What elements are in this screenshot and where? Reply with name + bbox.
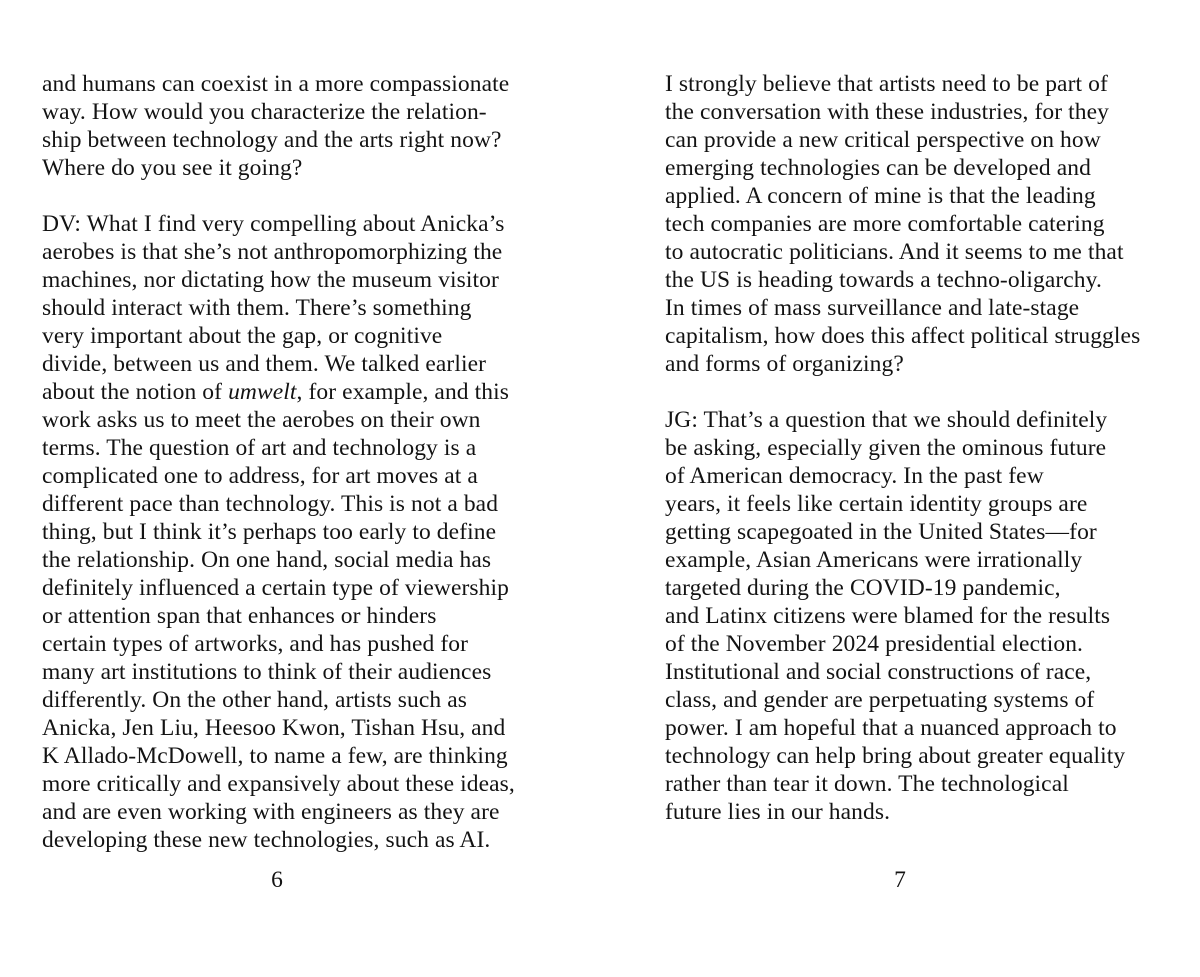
text-line: or attention span that enhances or hinders — [42, 603, 437, 629]
text-line: to autocratic politicians. And it seems to me that — [665, 239, 1124, 265]
text-line — [42, 378, 512, 406]
text-line: and forms of organizing? — [665, 351, 904, 377]
text-line: Anicka, Jen Liu, Heesoo Kwon, Tishan Hsu, and — [42, 715, 506, 741]
text-line: many art institutions to think of their audiences — [42, 659, 492, 685]
text-line: Where do you see it going? — [42, 155, 303, 181]
paragraph — [665, 406, 1135, 826]
text-line: and Latinx citizens were blamed for the results — [665, 603, 1111, 629]
text-line: rather than tear it down. The technological — [665, 771, 1069, 797]
text-line: way. How would you characterize the relation- — [42, 99, 487, 125]
text-line: work asks us to meet the aerobes on their own — [42, 407, 481, 433]
text-line: targeted during the COVID-19 pandemic, — [665, 575, 1061, 601]
text-line: the relationship. On one hand, social media has — [42, 547, 492, 573]
text-line: be asking, especially given the ominous future — [665, 435, 1107, 461]
text-line: capitalism, how does this affect political struggles — [665, 323, 1141, 349]
text-line: the conversation with these industries, for they — [665, 99, 1110, 125]
paragraph — [665, 70, 1141, 378]
text-line: developing these new technologies, such as AI. — [42, 827, 491, 853]
page-right — [600, 0, 1200, 977]
text-line: differently. On the other hand, artists such as — [42, 687, 467, 713]
text-line: of American democracy. In the past few — [665, 463, 1044, 489]
text-line: Institutional and social constructions of race, — [665, 659, 1092, 685]
text-line: different pace than technology. This is not a bad — [42, 491, 499, 517]
text-line: should interact with them. There’s something — [42, 295, 472, 321]
paragraph — [42, 210, 515, 854]
text-line: the US is heading towards a techno-oligarchy. — [665, 267, 1102, 293]
text-line: DV: What I find very compelling about Anicka’s — [42, 211, 505, 237]
page-left-text-column — [42, 70, 515, 854]
text-line: example, Asian Americans were irrationally — [665, 547, 1083, 573]
paragraph — [42, 70, 512, 182]
page-left-number: 6 — [271, 867, 283, 893]
text-line: I strongly believe that artists need to be part of — [665, 71, 1108, 97]
text-line: JG: That’s a question that we should definitely — [665, 407, 1108, 433]
italic-text: umwelt — [228, 379, 297, 405]
text-line: certain types of artworks, and has pushed for — [42, 631, 469, 657]
text-line: In times of mass surveillance and late-stage — [665, 295, 1080, 321]
text-line: power. I am hopeful that a nuanced approach to — [665, 715, 1117, 741]
text-line: K Allado-McDowell, to name a few, are thinking — [42, 743, 508, 769]
text-line: and humans can coexist in a more compassionate — [42, 71, 510, 97]
text-line: class, and gender are perpetuating systems of — [665, 687, 1095, 713]
page-right-text-column — [665, 70, 1141, 826]
plain-text: about the notion of — [42, 379, 229, 405]
text-line: technology can help bring about greater equality — [665, 743, 1126, 769]
text-line: definitely influenced a certain type of viewership — [42, 575, 509, 601]
text-line: complicated one to address, for art moves at a — [42, 463, 478, 489]
text-line: tech companies are more comfortable catering — [665, 211, 1105, 237]
text-line: very important about the gap, or cognitive — [42, 323, 443, 349]
text-line: more critically and expansively about these ideas, — [42, 771, 515, 797]
text-line: thing, but I think it’s perhaps too early to define — [42, 519, 497, 545]
text-line: of the November 2024 presidential election. — [665, 631, 1084, 657]
text-line: machines, nor dictating how the museum visitor — [42, 267, 499, 293]
text-line: aerobes is that she’s not anthropomorphizing the — [42, 239, 503, 265]
text-line: divide, between us and them. We talked earlier — [42, 351, 487, 377]
text-line: getting scapegoated in the United States—for — [665, 519, 1097, 545]
text-line: can provide a new critical perspective on how — [665, 127, 1101, 153]
text-line: terms. The question of art and technology is a — [42, 435, 477, 461]
text-line: ship between technology and the arts right now? — [42, 127, 502, 153]
text-line: future lies in our hands. — [665, 799, 891, 825]
plain-text: , for example, and this — [296, 379, 509, 405]
text-line: and are even working with engineers as they are — [42, 799, 500, 825]
text-line: years, it feels like certain identity groups are — [665, 491, 1088, 517]
text-line: emerging technologies can be developed and — [665, 155, 1091, 181]
text-line: applied. A concern of mine is that the leading — [665, 183, 1096, 209]
page-right-number: 7 — [894, 867, 906, 893]
